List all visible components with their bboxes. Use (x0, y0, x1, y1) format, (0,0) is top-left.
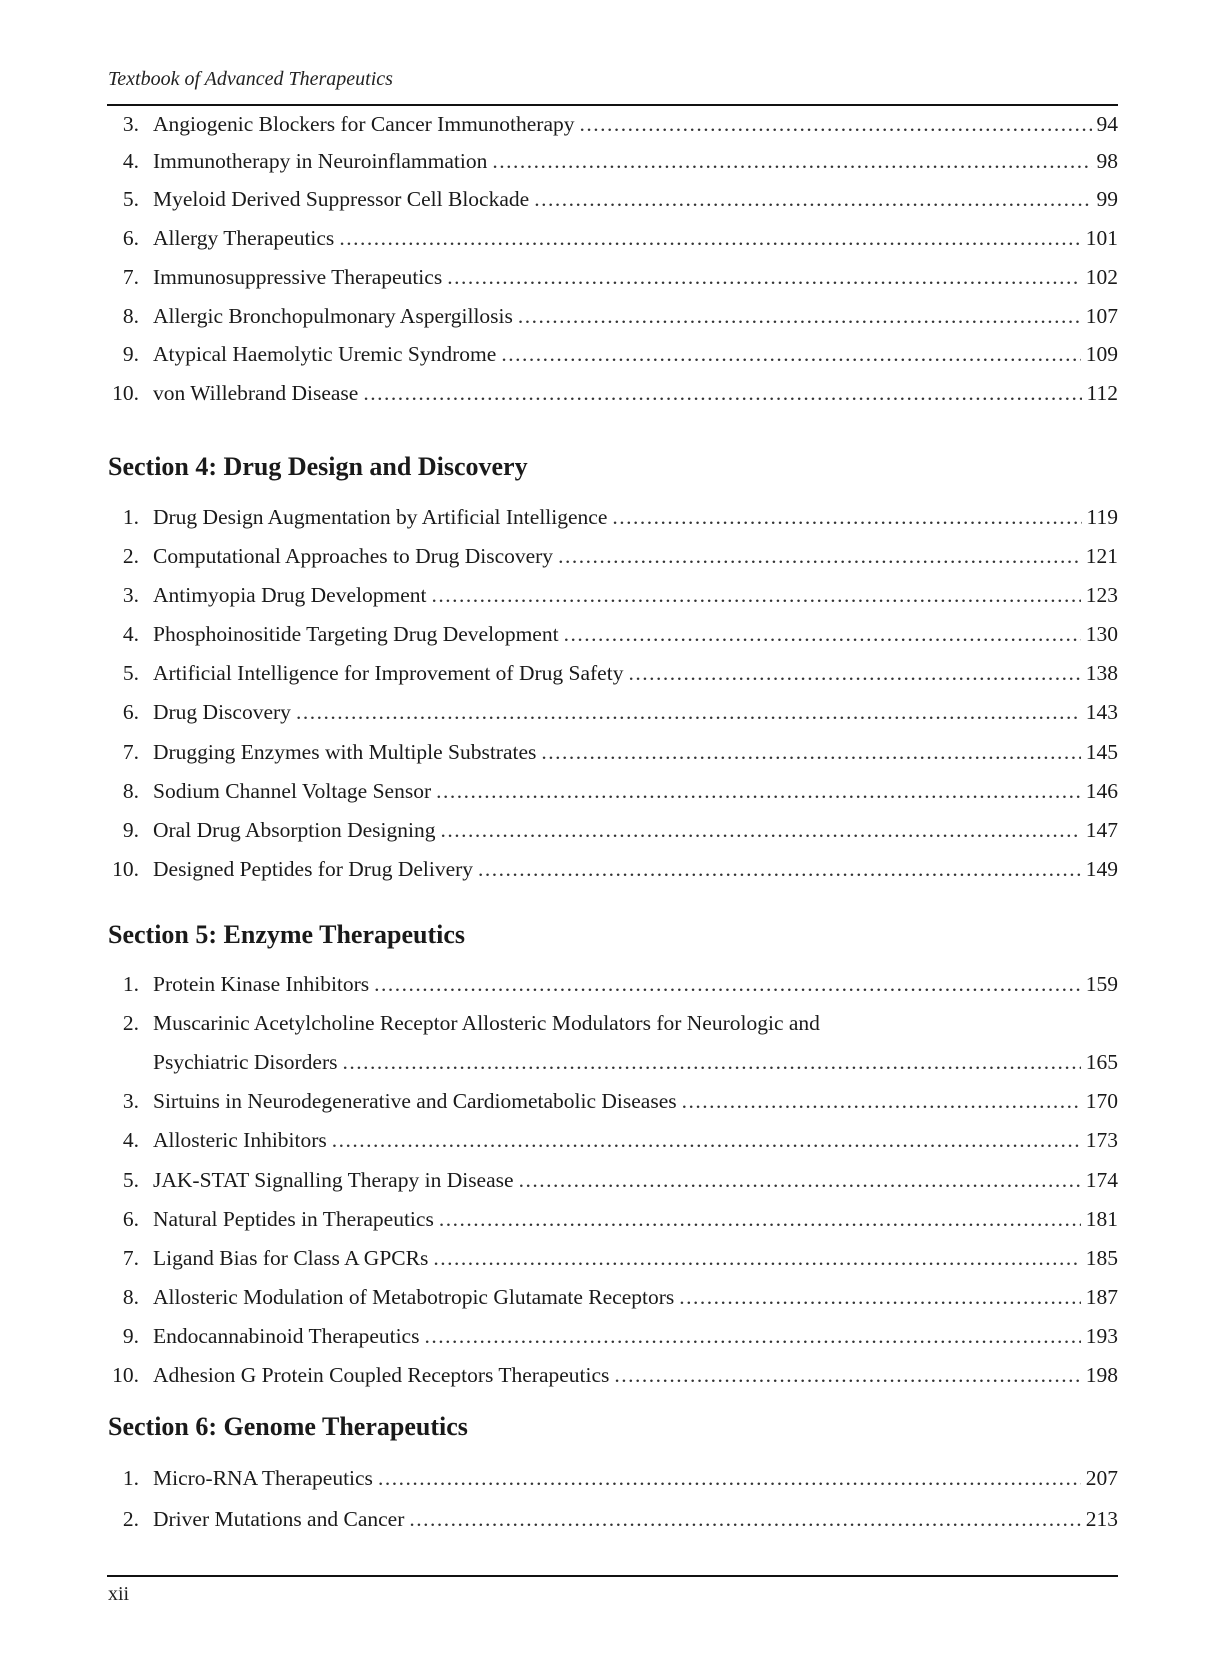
entry-number: 6. (122, 226, 139, 250)
toc-entry[interactable] (108, 854, 1118, 884)
entry-number: 9. (122, 818, 139, 842)
entry-page: 193 (1085, 1324, 1118, 1348)
entry-title: Drugging Enzymes with Multiple Substrates (153, 740, 537, 764)
entry-number: 10. (112, 857, 139, 881)
toc-entry[interactable] (108, 969, 1118, 999)
toc-entry[interactable] (108, 1321, 1118, 1351)
entry-page: 185 (1085, 1246, 1118, 1270)
toc-entry[interactable] (108, 737, 1118, 767)
entry-page: 99 (1096, 187, 1118, 211)
entry-number: 10. (112, 1363, 139, 1387)
entry-number: 6. (122, 700, 139, 724)
dot-leader (541, 737, 1080, 767)
entry-page: 138 (1085, 661, 1118, 685)
entry-page: 145 (1085, 740, 1118, 764)
entry-number: 4. (122, 1128, 139, 1152)
entry-title: Artificial Intelligence for Improvement of Drug Safety (153, 661, 624, 685)
toc-entry[interactable] (108, 262, 1118, 292)
footer-rule (107, 1575, 1118, 1577)
section-heading: Section 4: Drug Design and Discovery (108, 452, 528, 481)
entry-title: Myeloid Derived Suppressor Cell Blockade (153, 187, 530, 211)
entry-page: 130 (1085, 622, 1118, 646)
entry-title: Drug Discovery (153, 700, 291, 724)
toc-entry[interactable] (108, 1086, 1118, 1116)
toc-entry[interactable] (108, 658, 1118, 688)
entry-title: Oral Drug Absorption Designing (153, 818, 436, 842)
entry-page: 119 (1086, 505, 1118, 529)
entry-page: 174 (1085, 1168, 1118, 1192)
dot-leader (614, 1360, 1080, 1390)
entry-page: 187 (1085, 1285, 1118, 1309)
dot-leader (363, 378, 1081, 408)
dot-leader (440, 815, 1080, 845)
toc-entry[interactable] (108, 815, 1118, 845)
entry-page: 98 (1096, 149, 1118, 173)
entry-title: Immunotherapy in Neuroinflammation (153, 149, 488, 173)
entry-page: 213 (1085, 1507, 1118, 1531)
toc-entry[interactable] (108, 502, 1118, 532)
toc-entry[interactable] (108, 776, 1118, 806)
entry-number: 8. (122, 304, 139, 328)
entry-page: 170 (1085, 1089, 1118, 1113)
entry-page: 149 (1085, 857, 1118, 881)
entry-number: 8. (122, 1285, 139, 1309)
entry-number: 7. (122, 265, 139, 289)
entry-page: 107 (1085, 304, 1118, 328)
dot-leader (343, 1047, 1081, 1077)
entry-page: 181 (1085, 1207, 1118, 1231)
toc-entry[interactable] (108, 697, 1118, 727)
entry-page: 146 (1085, 779, 1118, 803)
entry-title: Angiogenic Blockers for Cancer Immunotherapy (153, 112, 575, 136)
entry-title: Computational Approaches to Drug Discovery (153, 544, 554, 568)
toc-entry[interactable] (108, 146, 1118, 176)
dot-leader (534, 184, 1091, 214)
dot-leader (339, 223, 1080, 253)
entry-number: 5. (122, 187, 139, 211)
entry-page: 198 (1085, 1363, 1118, 1387)
toc-entry[interactable] (108, 619, 1118, 649)
entry-number: 3. (122, 583, 139, 607)
entry-title: Natural Peptides in Therapeutics (153, 1207, 434, 1231)
dot-leader (679, 1282, 1081, 1312)
entry-number: 2. (122, 1507, 139, 1531)
toc-entry[interactable] (108, 184, 1118, 214)
entry-page: 123 (1085, 583, 1118, 607)
entry-number: 5. (122, 1168, 139, 1192)
entry-number: 9. (122, 1324, 139, 1348)
dot-leader (439, 1204, 1081, 1234)
toc-entry[interactable] (108, 1125, 1118, 1155)
dot-leader (378, 1463, 1081, 1493)
dot-leader (628, 658, 1080, 688)
header-rule (107, 104, 1118, 106)
toc-entry[interactable] (108, 223, 1118, 253)
entry-number: 7. (122, 740, 139, 764)
entry-number: 3. (122, 1089, 139, 1113)
section-heading: Section 6: Genome Therapeutics (108, 1412, 468, 1441)
entry-page: 207 (1085, 1466, 1118, 1490)
dot-leader (332, 1125, 1081, 1155)
entry-number: 3. (122, 112, 139, 136)
dot-leader (580, 109, 1092, 139)
toc-entry[interactable] (108, 1204, 1118, 1234)
dot-leader (436, 776, 1081, 806)
toc-entry[interactable] (108, 1360, 1118, 1390)
toc-entry[interactable] (108, 339, 1118, 369)
entry-title: Antimyopia Drug Development (153, 583, 427, 607)
section-heading: Section 5: Enzyme Therapeutics (108, 920, 465, 949)
dot-leader (612, 502, 1081, 532)
entry-page: 159 (1085, 972, 1118, 996)
entry-number: 8. (122, 779, 139, 803)
entry-page: 112 (1086, 381, 1118, 405)
entry-title: Sirtuins in Neurodegenerative and Cardiometabolic Diseases (153, 1089, 677, 1113)
entry-number: 4. (122, 149, 139, 173)
entry-title: Drug Design Augmentation by Artificial Intelligence (153, 505, 608, 529)
entry-number: 7. (122, 1246, 139, 1270)
entry-title: Immunosuppressive Therapeutics (153, 265, 443, 289)
entry-page: 143 (1085, 700, 1118, 724)
toc-entry[interactable] (108, 1282, 1118, 1312)
dot-leader (501, 339, 1080, 369)
entry-title: Ligand Bias for Class A GPCRs (153, 1246, 429, 1270)
entry-title: Designed Peptides for Drug Delivery (153, 857, 474, 881)
entry-title: Atypical Haemolytic Uremic Syndrome (153, 342, 497, 366)
dot-leader (558, 541, 1081, 571)
entry-number: 4. (122, 622, 139, 646)
entry-title: Allosteric Modulation of Metabotropic Glutamate Receptors (153, 1285, 675, 1309)
entry-title: von Willebrand Disease (153, 381, 359, 405)
entry-title: Muscarinic Acetylcholine Receptor Allosteric Modulators for Neurologic and (153, 1011, 820, 1035)
toc-entry[interactable] (108, 1165, 1118, 1195)
page-number: xii (108, 1583, 130, 1605)
entry-page: 102 (1085, 265, 1118, 289)
entry-title: Adhesion G Protein Coupled Receptors Therapeutics (153, 1363, 610, 1387)
toc-entry-continuation[interactable] (108, 1047, 1118, 1077)
entry-page: 173 (1085, 1128, 1118, 1152)
toc-entry[interactable] (108, 1243, 1118, 1273)
entry-page: 101 (1085, 226, 1118, 250)
entry-page: 147 (1085, 818, 1118, 842)
dot-leader (682, 1086, 1081, 1116)
entry-title: Allosteric Inhibitors (153, 1128, 327, 1152)
dot-leader (564, 619, 1081, 649)
entry-page: 165 (1085, 1050, 1118, 1074)
toc-entry[interactable] (108, 541, 1118, 571)
entry-title: Phosphoinositide Targeting Drug Development (153, 622, 559, 646)
toc-entry[interactable] (108, 301, 1118, 331)
running-head: Textbook of Advanced Therapeutics (108, 68, 393, 90)
toc-entry[interactable] (108, 109, 1118, 139)
entry-title: JAK-STAT Signalling Therapy in Disease (153, 1168, 514, 1192)
dot-leader (431, 580, 1080, 610)
entry-number: 5. (122, 661, 139, 685)
dot-leader (433, 1243, 1080, 1273)
entry-number: 10. (112, 381, 139, 405)
entry-title: Allergy Therapeutics (153, 226, 335, 250)
toc-entry[interactable] (108, 378, 1118, 408)
entry-title: Protein Kinase Inhibitors (153, 972, 370, 996)
dot-leader (374, 969, 1081, 999)
toc-entry[interactable] (108, 1008, 1118, 1038)
toc-entry[interactable] (108, 1463, 1118, 1493)
entry-title: Allergic Bronchopulmonary Aspergillosis (153, 304, 513, 328)
toc-entry[interactable] (108, 1504, 1118, 1534)
dot-leader (519, 1165, 1081, 1195)
dot-leader (492, 146, 1091, 176)
entry-number: 1. (122, 972, 139, 996)
entry-title: Micro-RNA Therapeutics (153, 1466, 373, 1490)
entry-number: 1. (122, 505, 139, 529)
dot-leader (447, 262, 1081, 292)
entry-page: 94 (1096, 112, 1118, 136)
entry-title: Sodium Channel Voltage Sensor (153, 779, 432, 803)
dot-leader (424, 1321, 1080, 1351)
entry-page: 109 (1085, 342, 1118, 366)
entry-number: 2. (122, 544, 139, 568)
entry-number: 6. (122, 1207, 139, 1231)
entry-number: 9. (122, 342, 139, 366)
entry-title-continuation: Psychiatric Disorders (153, 1050, 338, 1074)
dot-leader (518, 301, 1081, 331)
entry-number: 1. (122, 1466, 139, 1490)
entry-number: 2. (122, 1011, 139, 1035)
entry-title: Endocannabinoid Therapeutics (153, 1324, 420, 1348)
dot-leader (409, 1504, 1080, 1534)
toc-entry[interactable] (108, 580, 1118, 610)
dot-leader (296, 697, 1081, 727)
entry-title: Driver Mutations and Cancer (153, 1507, 405, 1531)
entry-page: 121 (1085, 544, 1118, 568)
dot-leader (478, 854, 1081, 884)
